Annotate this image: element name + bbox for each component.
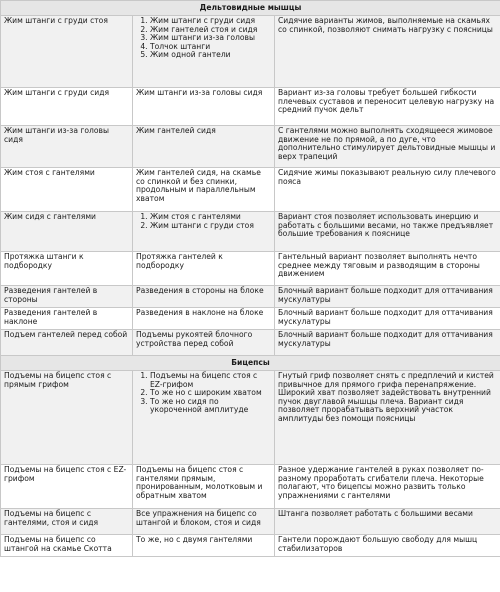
- exercise-cell: Подъемы на бицепс со штангой на скамье Скотта: [1, 535, 133, 557]
- note-cell: Сидячие варианты жимов, выполняемые на скамьях со спинкой, позволяют снимать нагрузку с поясницы: [275, 16, 500, 88]
- variants-cell: Жим штанги из-за головы сидя: [133, 88, 275, 126]
- exercise-cell: Жим сидя с гантелями: [1, 212, 133, 252]
- table-row: [1, 465, 500, 509]
- variants-cell: Протяжка гантелей к подбородку: [133, 252, 275, 286]
- variants-cell: Все упражнения на бицепс со штангой и блоком, стоя и сидя: [133, 509, 275, 535]
- variants-list: [136, 17, 271, 60]
- table-row: [1, 16, 500, 88]
- note-cell: Вариант стоя позволяет использовать инерцию и работать с большими весами, но также предъявляет большие требования к пояснице: [275, 212, 500, 252]
- note-cell: Блочный вариант больше подходит для оттачивания мускулатуры: [275, 308, 500, 330]
- variants-list: [136, 213, 271, 230]
- table-row: [1, 286, 500, 308]
- table-row: [1, 126, 500, 168]
- exercise-cell: Жим штанги с груди сидя: [1, 88, 133, 126]
- table-row: [1, 371, 500, 465]
- table-row: [1, 168, 500, 212]
- variants-cell: Жим гантелей сидя, на скамье со спинкой и без спинки, продольным и параллельным хватом: [133, 168, 275, 212]
- variants-cell: Разведения в стороны на блоке: [133, 286, 275, 308]
- table-row: [1, 252, 500, 286]
- note-cell: Сидячие жимы показывают реальную силу плечевого пояса: [275, 168, 500, 212]
- exercise-cell: Жим стоя с гантелями: [1, 168, 133, 212]
- note-cell: Гнутый гриф позволяет снять с предплечий и кистей привычное для прямого грифа перенапряжение. Широкий хват позволяет задействовать внутренний пучок двуглавой мышцы плеча. Вариант сидя позволяет прорабатывать верхний участок амплитуды без помощи поясницы: [275, 371, 500, 465]
- variant-item: 1. Жим штанги с груди сидя: [150, 17, 271, 26]
- note-cell: Блочный вариант больше подходит для оттачивания мускулатуры: [275, 330, 500, 356]
- exercise-cell: Жим штанги из-за головы сидя: [1, 126, 133, 168]
- variants-cell: Подъемы на бицепс стоя с гантелями прямым, пронированным, молотковым и обратным хватом: [133, 465, 275, 509]
- exercise-cell: Подъемы на бицепс стоя с прямым грифом: [1, 371, 133, 465]
- section-title: Бицепсы: [1, 356, 500, 371]
- variant-item: 3. То же но сидя по укороченной амплитуде: [150, 398, 271, 415]
- exercise-cell: Протяжка штанги к подбородку: [1, 252, 133, 286]
- note-cell: Гантели порождают большую свободу для мышц стабилизаторов: [275, 535, 500, 557]
- section-header-row: [1, 356, 500, 371]
- table-row: [1, 535, 500, 557]
- note-cell: Блочный вариант больше подходит для оттачивания мускулатуры: [275, 286, 500, 308]
- variant-item: 2. Жим гантелей стоя и сидя: [150, 26, 271, 35]
- variants-cell: Разведения в наклоне на блоке: [133, 308, 275, 330]
- variant-item: 1. Жим стоя с гантелями: [150, 213, 271, 222]
- note-cell: Разное удержание гантелей в руках позволяет по-разному проработать сгибатели плеча. Некоторые полагают, что бицепсы можно развить только упражнениями с гантелями: [275, 465, 500, 509]
- note-cell: Штанга позволяет работать с большими весами: [275, 509, 500, 535]
- exercise-cell: Подъем гантелей перед собой: [1, 330, 133, 356]
- note-cell: С гантелями можно выполнять сходящееся жимовое движение не по прямой, а по дуге, что дополнительно стимулирует дельтовидные мышцы и верх трапеций: [275, 126, 500, 168]
- table-row: [1, 88, 500, 126]
- variants-cell: [133, 16, 275, 88]
- variants-cell: [133, 212, 275, 252]
- section-header-row: [1, 1, 500, 16]
- variants-cell: [133, 371, 275, 465]
- exercise-cell: Жим штанги с груди стоя: [1, 16, 133, 88]
- variants-list: [136, 372, 271, 415]
- table-row: [1, 509, 500, 535]
- variant-item: 2. То же но с широким хватом: [150, 389, 271, 398]
- variant-item: 5. Жим одной гантели: [150, 51, 271, 60]
- table-body: [1, 1, 500, 557]
- exercise-cell: Подъемы на бицепс с гантелями, стоя и сидя: [1, 509, 133, 535]
- variant-item: 3. Жим штанги из-за головы: [150, 34, 271, 43]
- exercise-cell: Разведения гантелей в наклоне: [1, 308, 133, 330]
- exercise-cell: Разведения гантелей в стороны: [1, 286, 133, 308]
- variant-item: 4. Толчок штанги: [150, 43, 271, 52]
- note-cell: Вариант из-за головы требует большей гибкости плечевых суставов и переносит целевую нагрузку на средний пучок дельт: [275, 88, 500, 126]
- table-row: [1, 212, 500, 252]
- variants-cell: То же, но с двумя гантелями: [133, 535, 275, 557]
- variants-cell: Подъемы рукоятей блочного устройства перед собой: [133, 330, 275, 356]
- exercise-cell: Подъемы на бицепс стоя с EZ-грифом: [1, 465, 133, 509]
- variants-cell: Жим гантелей сидя: [133, 126, 275, 168]
- variant-item: 2. Жим штанги с груди стоя: [150, 222, 271, 231]
- section-title: Дельтовидные мышцы: [1, 1, 500, 16]
- variant-item: 1. Подъемы на бицепс стоя с EZ-грифом: [150, 372, 271, 389]
- note-cell: Гантельный вариант позволяет выполнять нечто среднее между тяговым и разводящим в стороны движением: [275, 252, 500, 286]
- table-row: [1, 308, 500, 330]
- table-row: [1, 330, 500, 356]
